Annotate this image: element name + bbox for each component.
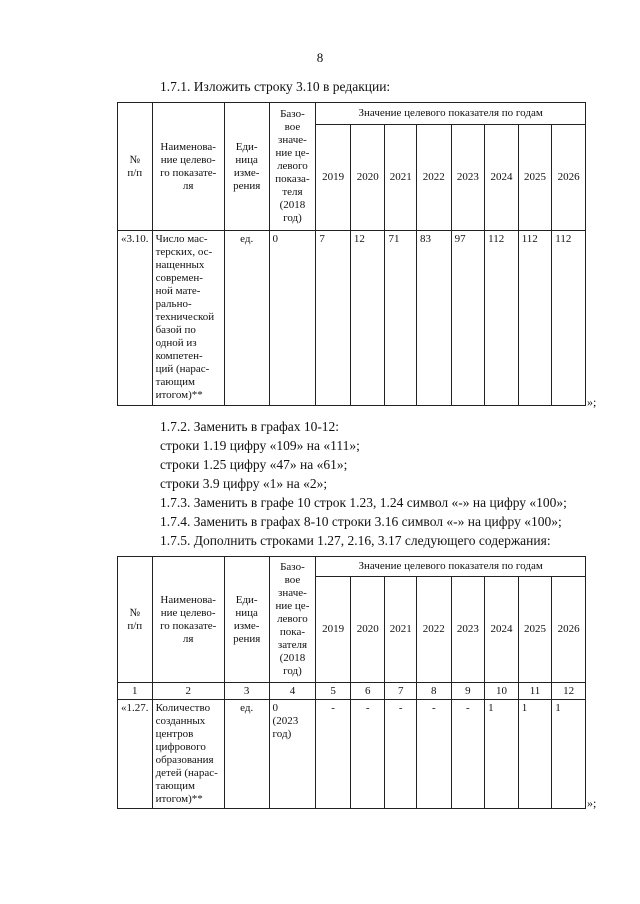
year-2022: 2022 [417,125,452,231]
row-value-2019: - [316,700,351,809]
paragraph-1-7-2: 1.7.2. Заменить в графах 10-12: [160,419,340,434]
year-2026: 2026 [552,577,586,683]
row-value-2020: - [350,700,385,809]
row-name: Число мас- терских, ос- нащенных современ- ной мате- рально- технической базой по одной из компетен- ций (нарас- тающим итогом)** [152,231,224,406]
paragraph-1-7-2-b: строки 1.25 цифру «47» на «61»; [160,457,348,472]
page-number: 8 [316,50,324,65]
row-value-2026: 112 [552,231,586,406]
row-base: 0 (2023 год) [269,700,316,809]
column-index-2: 2 [152,683,224,700]
row-value-2023: 97 [451,231,485,406]
column-index-7: 7 [385,683,417,700]
header-base: Базо- вое значе- ние це- левого пока- зателя (2018 год) [269,557,316,683]
paragraph-1-7-5: 1.7.5. Дополнить строками 1.27, 2.16, 3.17 следующего содержания: [160,533,551,548]
header-years-group: Значение целевого показателя по годам [316,557,586,577]
row-value-2022: - [417,700,452,809]
row-base: 0 [269,231,316,406]
column-index-1: 1 [118,683,153,700]
year-2022: 2022 [417,577,452,683]
header-name: Наименова- ние целево- го показате- ля [152,557,224,683]
year-2023: 2023 [451,125,485,231]
year-2025: 2025 [518,577,552,683]
row-num: «3.10. [118,231,153,406]
header-unit: Еди- ница изме- рения [224,103,269,231]
table-row-3-10 [117,102,586,406]
header-years-group: Значение целевого показателя по годам [316,103,586,125]
column-index-6: 6 [350,683,385,700]
year-2023: 2023 [451,577,485,683]
row-value-2023: - [451,700,485,809]
year-2026: 2026 [552,125,586,231]
row-unit: ед. [224,231,269,406]
row-value-2024: 112 [485,231,519,406]
paragraph-1-7-1: 1.7.1. Изложить строку 3.10 в редакции: [160,79,391,94]
column-index-4: 4 [269,683,316,700]
row-value-2021: - [385,700,417,809]
row-name: Количество созданных центров цифрового образования детей (нарас- тающим итогом)** [152,700,224,809]
year-2021: 2021 [385,577,417,683]
closing-quote-2: »; [587,796,597,810]
paragraph-1-7-2-c: строки 3.9 цифру «1» на «2»; [160,476,328,491]
row-value-2019: 7 [316,231,351,406]
row-value-2021: 71 [385,231,417,406]
year-2021: 2021 [385,125,417,231]
year-2020: 2020 [350,125,385,231]
row-value-2020: 12 [350,231,385,406]
header-num: № п/п [118,557,153,683]
table-row-1-27 [117,556,586,809]
header-name: Наименова- ние целево- го показате- ля [152,103,224,231]
year-2019: 2019 [316,125,351,231]
year-2019: 2019 [316,577,351,683]
column-index-10: 10 [485,683,519,700]
column-index-12: 12 [552,683,586,700]
row-value-2022: 83 [417,231,452,406]
header-num: № п/п [118,103,153,231]
row-value-2026: 1 [552,700,586,809]
closing-quote-1: »; [587,395,597,409]
row-unit: ед. [224,700,269,809]
year-2024: 2024 [485,577,519,683]
year-2025: 2025 [518,125,552,231]
year-2024: 2024 [485,125,519,231]
row-value-2025: 1 [518,700,552,809]
column-index-8: 8 [417,683,452,700]
paragraph-1-7-3: 1.7.3. Заменить в графе 10 строк 1.23, 1.24 символ «-» на цифру «100»; [160,495,567,510]
row-value-2024: 1 [485,700,519,809]
header-unit: Еди- ница изме- рения [224,557,269,683]
paragraph-1-7-4: 1.7.4. Заменить в графах 8-10 строки 3.16 символ «-» на цифру «100»; [160,514,562,529]
paragraph-1-7-2-a: строки 1.19 цифру «109» на «111»; [160,438,360,453]
column-index-9: 9 [451,683,485,700]
column-index-5: 5 [316,683,351,700]
year-2020: 2020 [350,577,385,683]
row-num: «1.27. [118,700,153,809]
column-index-11: 11 [518,683,552,700]
header-base: Базо- вое значе- ние це- левого показа- теля (2018 год) [269,103,316,231]
column-index-3: 3 [224,683,269,700]
row-value-2025: 112 [518,231,552,406]
